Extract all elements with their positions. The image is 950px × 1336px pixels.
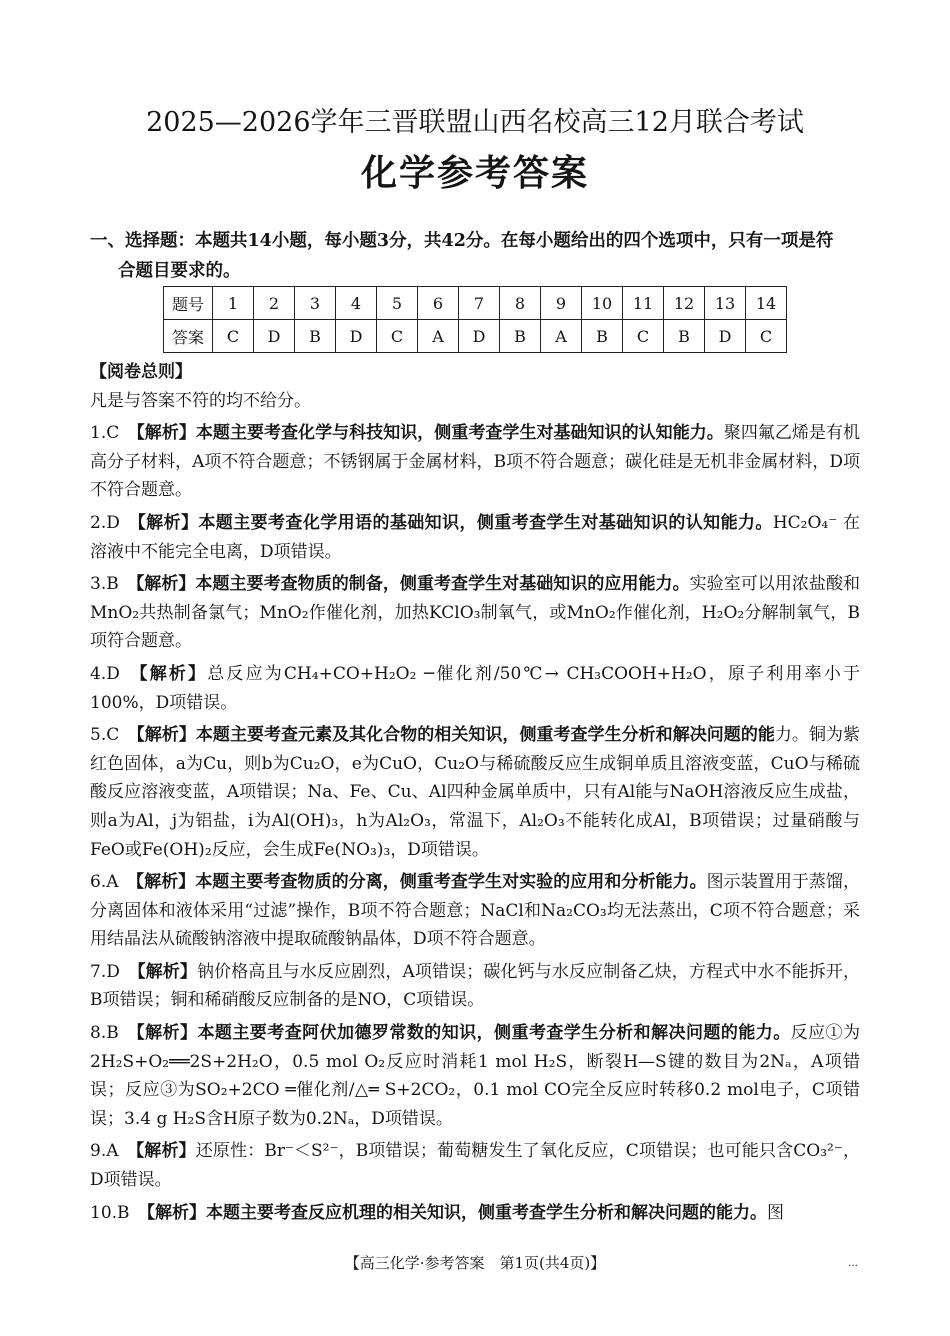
item-text: CO₃²⁻，D项错误。 (90, 1141, 860, 1191)
table-cell: D (254, 320, 295, 353)
item-text: 力。 (774, 725, 809, 746)
list-item (90, 958, 860, 1015)
item-number: 8.B (90, 1023, 119, 1044)
table-cell: 14 (746, 287, 787, 320)
table-cell: B (295, 320, 336, 353)
item-number: 5.C (90, 725, 120, 746)
table-cell: 13 (705, 287, 746, 320)
table-cell: 3 (295, 287, 336, 320)
item-text: 项不符合题意；采用结晶法从硫酸钠溶液中提取硫酸钠晶体，D项不符合题意。 (90, 900, 861, 950)
table-cell: C (746, 320, 787, 353)
table-cell: A (541, 320, 582, 353)
table-cell: 4 (336, 287, 377, 320)
table-header-cell: 答案 (164, 320, 213, 353)
section-heading (90, 226, 870, 286)
list-item (90, 419, 860, 505)
item-text: 还原性：Br⁻＜S²⁻，B项错误；葡萄糖发生了氧化反应，C项错误；也可能只含 (195, 1141, 794, 1162)
rules-heading: 【阅卷总则】 (90, 362, 192, 382)
table-cell: 6 (418, 287, 459, 320)
item-text: 应①为2H₂S+O₂══2S+2H₂O，0.5 mol O₂反应时消耗1 mol H₂S，断裂H—S键的数目 (90, 1023, 861, 1072)
table-cell: B (664, 320, 705, 353)
list-item (90, 570, 860, 656)
item-text: 拆开，B项错误；铜和稀硝酸反应制备的是NO，C项错误。 (90, 961, 860, 1011)
table-cell: D (705, 320, 746, 353)
table-cell: A (418, 320, 459, 353)
explanation-list (90, 419, 860, 1227)
table-cell: 10 (582, 287, 623, 320)
table-cell: C (213, 320, 254, 353)
item-number: 6.A (90, 872, 119, 893)
table-row-numbers (164, 287, 787, 320)
section-line-2: 合题目要求的。 (118, 261, 241, 281)
item-tag: 【解析】 (128, 663, 208, 684)
item-text: HC₂O₄⁻ 在溶液中不能完全电离，D项错误。 (90, 512, 860, 562)
item-text: H₂O₂分解制氧气，B项符合题意。 (90, 602, 861, 652)
item-number: 4.D (90, 663, 120, 684)
item-number: 10.B (90, 1202, 130, 1223)
item-text: 聚四氟乙 (723, 423, 792, 444)
item-text: 0.2 mol电子，C项错误；3.4 g H₂S含H原子数为0.2Nₐ，D项错误。 (90, 1080, 860, 1129)
item-text: D项错误。 (155, 692, 238, 713)
footer-mark: … (848, 1258, 858, 1269)
list-item (90, 509, 860, 566)
item-tag: 【解析】本题主要考查物质的制备，侧重考查学生对基础知识的应用能力。 (127, 574, 690, 595)
exam-title: 2025—2026学年三晋联盟山西名校高三12月联合考试 (146, 107, 804, 138)
table-cell: B (582, 320, 623, 353)
page-title: 化学参考答案 (360, 152, 589, 194)
item-tag: 【解析】本题主要考查物质的分离，侧重考查学生对实验的应用和分析能力。 (127, 872, 707, 893)
item-text: 图示装置用 (706, 872, 792, 893)
item-text: 钠价格高且与水反应剧烈，A项错误；碳化钙与水反应制备乙炔，方程式中水不能 (196, 961, 809, 982)
list-item (90, 1137, 860, 1194)
rules-text: 凡是与答案不符的均不给分。 (90, 390, 311, 411)
list-item (90, 868, 860, 954)
item-text: 液变蓝，CuO与稀硫酸反应溶液变蓝，A项错误；Na、Fe、Cu、Al四种金属单质中，只有Al能 (90, 753, 860, 803)
item-text: 烯是有机高分子材料，A项不符合题意；不锈钢属于金属材料，B项不符合题意；碳化硅是无 (90, 423, 861, 472)
table-cell: 12 (664, 287, 705, 320)
item-text: 铜为紫红色固体，a为Cu，则b为Cu₂O，e为CuO，Cu₂O与稀硫酸反应生成铜单质且溶 (90, 725, 861, 774)
item-tag: 【解析】本题主要考查元素及其化合物的相关知识，侧重考查学生分析和解决问题的能 (127, 725, 775, 746)
item-text: 于蒸馏，分离固体和液体采用“过滤”操作，B项不符合题意；NaCl和Na₂CO₃均无法蒸出，C (90, 872, 861, 921)
table-cell: 9 (541, 287, 582, 320)
item-tag: 【解析】本题主要考查反应机理的相关知识，侧重考查学生分析和解决问题的能力。 (138, 1202, 768, 1223)
table-cell: C (623, 320, 664, 353)
item-text: 总反应为CH₄+CO+H₂O₂ ─催化剂/50℃→ CH₃COOH+H₂O，原子利用率小于100%， (90, 663, 861, 713)
table-row-answers (164, 320, 787, 353)
item-text: 图 (767, 1202, 785, 1223)
item-text: 实验室可以用 (689, 574, 792, 595)
item-number: 2.D (90, 512, 120, 533)
item-text: 能转化成Al，B项错误；过量硝酸与FeO或Fe(OH)₂反应，会生成Fe(NO₃)₃，D项错误。 (90, 810, 860, 860)
list-item (90, 1019, 860, 1133)
section-line-1: 一、选择题：本题共14小题，每小题3分，共42分。在每小题给出的四个选项中，只有一项是符 (90, 231, 834, 251)
item-tag: 【解析】本题主要考查化学与科技知识，侧重考查学生对基础知识的认知能力。 (127, 423, 724, 444)
item-text: 与NaOH溶液反应生成盐，则a为Al，j为铝盐，i为Al(OH)₃，h为Al₂O₃，常温下，Al₂O₃不 (90, 782, 860, 831)
list-item (90, 660, 860, 717)
item-tag: 【解析】本题主要考查化学用语的基础知识，侧重考查学生对基础知识的认知能力。 (128, 512, 773, 533)
item-number: 7.D (90, 961, 120, 982)
table-cell: C (377, 320, 418, 353)
table-cell: D (336, 320, 377, 353)
table-cell: D (459, 320, 500, 353)
list-item (90, 721, 860, 864)
item-text: 机非金属材料，D项不符合题意。 (90, 451, 860, 501)
list-item (90, 1199, 860, 1228)
table-cell: B (500, 320, 541, 353)
answer-table (163, 286, 787, 353)
table-cell: 11 (623, 287, 664, 320)
item-number: 1.C (90, 423, 120, 444)
item-tag: 【解析】 (128, 961, 197, 982)
table-header-cell: 题号 (164, 287, 213, 320)
item-text: 反 (790, 1023, 809, 1044)
item-number: 3.B (90, 574, 119, 595)
item-text: 浓盐酸和MnO₂共热制备氯气；MnO₂作催化剂，加热KClO₃制氧气，或MnO₂作催化剂， (90, 574, 861, 623)
item-text: 为2Nₐ，A项错误；反应③为SO₂+2CO ═催化剂/△═ S+2CO₂，0.1 mol CO完全反应时转移 (90, 1051, 860, 1101)
table-cell: 2 (254, 287, 295, 320)
item-tag: 【解析】本题主要考查阿伏加德罗常数的知识，侧重考查学生分析和解决问题的能力。 (127, 1023, 791, 1044)
page-footer: 【高三化学·参考答案 第1页(共4页)】 (344, 1254, 606, 1272)
table-cell: 7 (459, 287, 500, 320)
table-cell: 8 (500, 287, 541, 320)
item-tag: 【解析】 (127, 1141, 196, 1162)
table-cell: 1 (213, 287, 254, 320)
table-cell: 5 (377, 287, 418, 320)
item-number: 9.A (90, 1141, 119, 1162)
answer-body (90, 358, 860, 1227)
